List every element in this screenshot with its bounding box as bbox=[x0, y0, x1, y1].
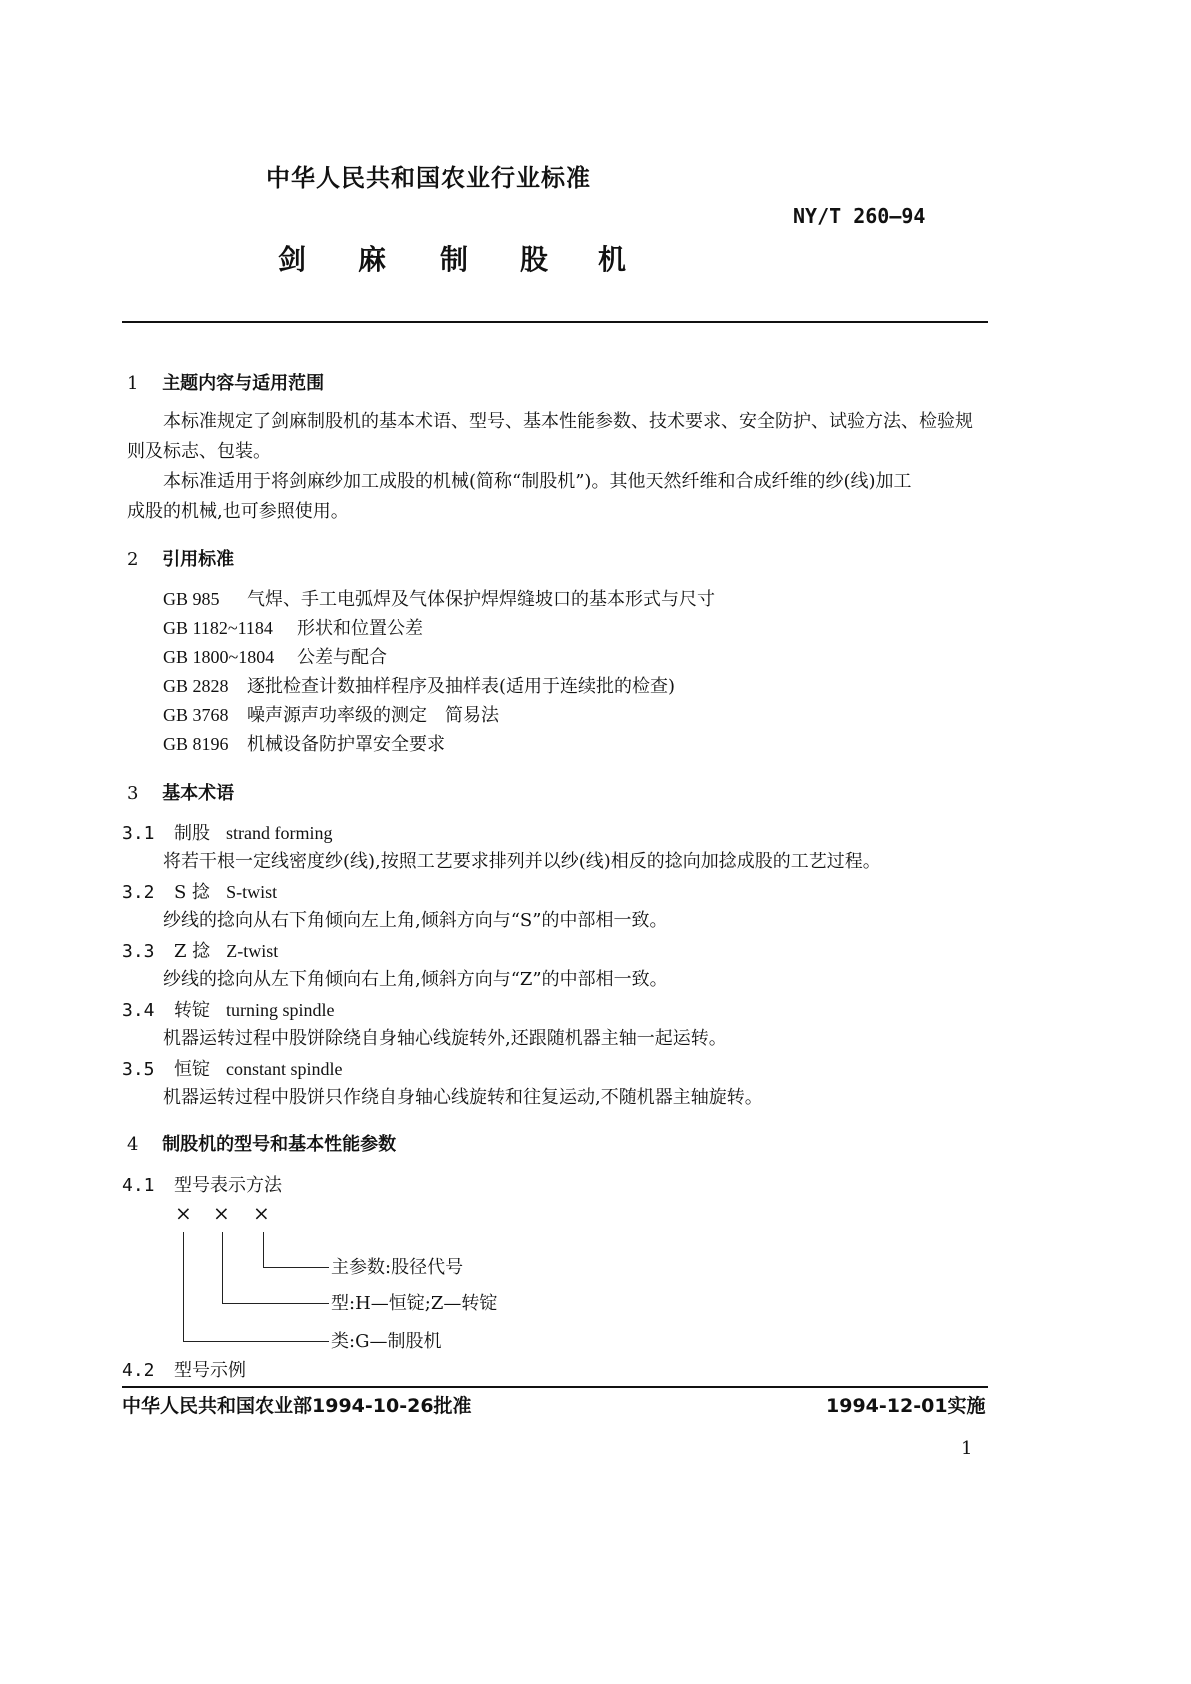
reference-code: GB 985 bbox=[163, 589, 220, 609]
term-english: Z-twist bbox=[226, 941, 279, 961]
term-number: 3.4 bbox=[122, 1000, 155, 1021]
reference-code: GB 2828 bbox=[163, 676, 229, 696]
title-char: 剑 bbox=[278, 243, 307, 276]
subsection-4-1-heading bbox=[122, 1171, 282, 1201]
subsection-4-2-heading bbox=[122, 1356, 246, 1386]
term-definition: 纱线的捻向从右下角倾向左上角,倾斜方向与“S”的中部相一致。 bbox=[163, 910, 668, 931]
approval-line: 中华人民共和国农业部1994-10-26批准 bbox=[122, 1395, 472, 1417]
paragraph-line: 则及标志、包装。 bbox=[127, 441, 271, 462]
reference-item bbox=[163, 584, 715, 615]
header-rule bbox=[122, 321, 988, 323]
reference-title: 气焊、手工电弧焊及气体保护焊焊缝坡口的基本形式与尺寸 bbox=[247, 589, 715, 610]
term-chinese: S 捻 bbox=[174, 882, 211, 903]
term-english: strand forming bbox=[226, 823, 333, 843]
placeholder-mark: × bbox=[175, 1201, 192, 1225]
reference-item bbox=[163, 729, 445, 760]
reference-title: 逐批检查计数抽样程序及抽样表(适用于连续批的检查) bbox=[247, 676, 676, 697]
title-char: 制 bbox=[440, 243, 469, 276]
term-chinese: Z 捻 bbox=[174, 941, 211, 962]
subsection-title: 型号表示方法 bbox=[174, 1175, 282, 1196]
reference-code: GB 1182~1184 bbox=[163, 618, 273, 638]
term-heading bbox=[122, 995, 335, 1026]
term-english: turning spindle bbox=[226, 1000, 335, 1020]
page-number: 1 bbox=[961, 1438, 973, 1459]
term-chinese: 恒锭 bbox=[174, 1059, 210, 1080]
diagram-label: 型:H—恒锭;Z—转锭 bbox=[331, 1293, 498, 1314]
reference-code: GB 1800~1804 bbox=[163, 647, 275, 667]
term-definition: 机器运转过程中股饼只作绕自身轴心线旋转和往复运动,不随机器主轴旋转。 bbox=[163, 1087, 763, 1108]
footer-rule bbox=[122, 1386, 988, 1388]
connector-line bbox=[263, 1232, 264, 1268]
diagram-label: 主参数:股径代号 bbox=[331, 1257, 464, 1278]
term-number: 3.1 bbox=[122, 823, 155, 844]
connector-line bbox=[222, 1232, 223, 1304]
term-heading bbox=[122, 877, 277, 908]
placeholder-mark: × bbox=[213, 1201, 230, 1225]
reference-item bbox=[163, 642, 387, 673]
paragraph-line: 本标准适用于将剑麻纱加工成股的机械(简称“制股机”)。其他天然纤维和合成纤维的纱(线)加工 bbox=[163, 471, 912, 492]
term-heading bbox=[122, 936, 278, 967]
reference-title: 公差与配合 bbox=[297, 647, 387, 668]
reference-item bbox=[163, 671, 675, 702]
title-char: 机 bbox=[598, 243, 627, 276]
reference-title: 噪声源声功率级的测定 简易法 bbox=[247, 705, 499, 726]
standard-code: NY/T 260—94 bbox=[793, 204, 926, 228]
subsection-number: 4.1 bbox=[122, 1175, 155, 1196]
term-chinese: 制股 bbox=[174, 823, 210, 844]
reference-title: 机械设备防护罩安全要求 bbox=[247, 734, 445, 755]
term-number: 3.3 bbox=[122, 941, 155, 962]
term-heading bbox=[122, 818, 332, 849]
term-heading bbox=[122, 1054, 342, 1085]
term-number: 3.5 bbox=[122, 1059, 155, 1080]
section-number: 2 bbox=[127, 549, 139, 570]
effective-date: 1994-12-01实施 bbox=[826, 1395, 986, 1417]
section-number: 3 bbox=[127, 783, 139, 804]
term-definition: 机器运转过程中股饼除绕自身轴心线旋转外,还跟随机器主轴一起运转。 bbox=[163, 1028, 727, 1049]
standard-authority: 中华人民共和国农业行业标准 bbox=[266, 164, 591, 192]
section-2-heading bbox=[127, 545, 234, 571]
connector-line bbox=[222, 1303, 329, 1304]
section-title: 制股机的型号和基本性能参数 bbox=[162, 1134, 397, 1155]
section-4-heading bbox=[127, 1130, 396, 1156]
term-number: 3.2 bbox=[122, 882, 155, 903]
title-char: 股 bbox=[520, 243, 549, 276]
section-title: 引用标准 bbox=[162, 549, 235, 570]
subsection-number: 4.2 bbox=[122, 1360, 155, 1381]
section-number: 4 bbox=[127, 1134, 139, 1155]
reference-item bbox=[163, 700, 499, 731]
section-title: 主题内容与适用范围 bbox=[162, 373, 325, 394]
title-char: 麻 bbox=[358, 243, 387, 276]
connector-line bbox=[183, 1341, 329, 1342]
section-title: 基本术语 bbox=[162, 783, 235, 804]
reference-title: 形状和位置公差 bbox=[297, 618, 423, 639]
diagram-label: 类:G—制股机 bbox=[331, 1331, 442, 1352]
connector-line bbox=[263, 1267, 329, 1268]
term-english: constant spindle bbox=[226, 1059, 343, 1079]
reference-item bbox=[163, 613, 423, 644]
term-definition: 纱线的捻向从左下角倾向右上角,倾斜方向与“Z”的中部相一致。 bbox=[163, 969, 668, 990]
reference-code: GB 8196 bbox=[163, 734, 229, 754]
subsection-title: 型号示例 bbox=[174, 1360, 246, 1381]
connector-line bbox=[183, 1232, 184, 1342]
term-definition: 将若干根一定线密度纱(线),按照工艺要求排列并以纱(线)相反的捻向加捻成股的工艺过程。 bbox=[163, 851, 881, 872]
placeholder-mark: × bbox=[253, 1201, 270, 1225]
term-english: S-twist bbox=[226, 882, 278, 902]
paragraph-line: 本标准规定了剑麻制股机的基本术语、型号、基本性能参数、技术要求、安全防护、试验方法、检验规 bbox=[163, 411, 973, 432]
section-number: 1 bbox=[127, 373, 139, 394]
section-1-heading bbox=[127, 369, 324, 395]
section-3-heading bbox=[127, 779, 234, 805]
term-chinese: 转锭 bbox=[174, 1000, 210, 1021]
reference-code: GB 3768 bbox=[163, 705, 229, 725]
paragraph-line: 成股的机械,也可参照使用。 bbox=[127, 501, 349, 522]
